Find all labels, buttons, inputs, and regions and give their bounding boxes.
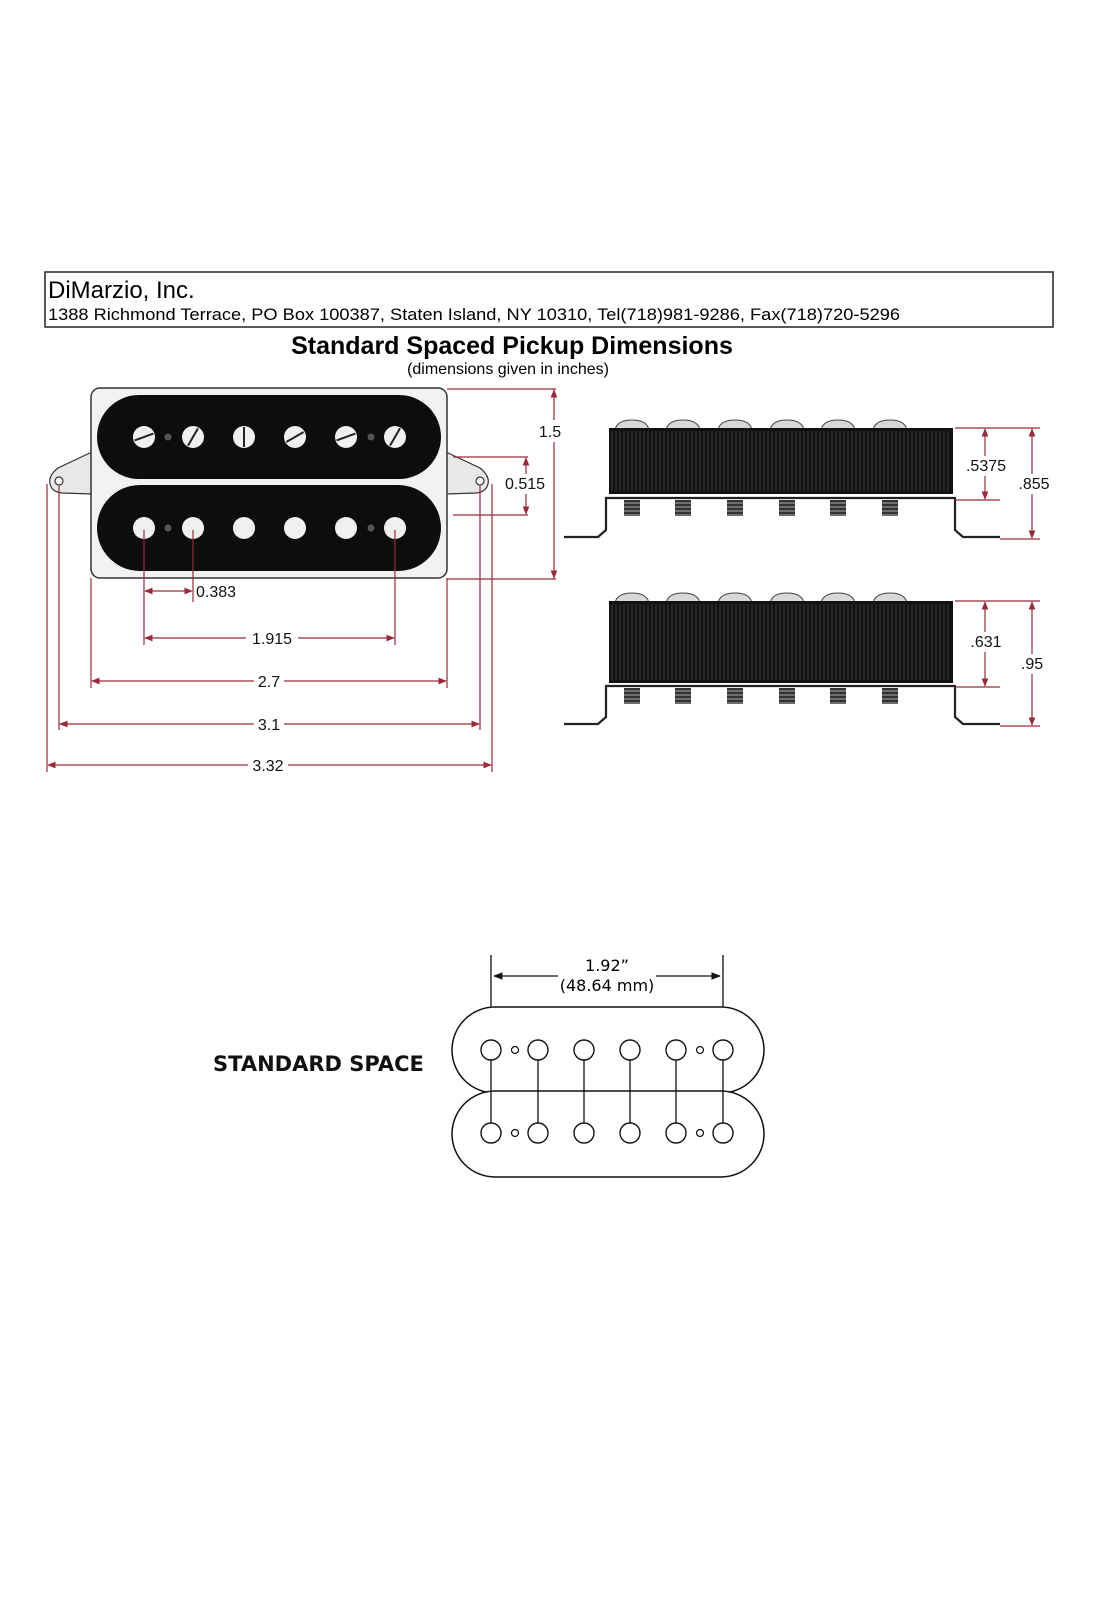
pole-leg	[882, 688, 898, 704]
side-2-total-dim: .95	[1020, 656, 1044, 673]
spacing-inches: 1.92”	[585, 956, 629, 975]
pole-slug-icon	[284, 517, 306, 539]
dim-overall-width: 3.32	[252, 758, 284, 775]
bobbin-hole-icon	[165, 525, 172, 532]
side-1-total-dim: .855	[1018, 476, 1050, 493]
mounting-ear-right	[446, 452, 488, 494]
page-subtitle: (dimensions given in inches)	[407, 361, 609, 378]
pole-leg	[727, 500, 743, 516]
bobbin-hole-icon	[368, 525, 375, 532]
outline-hole-icon	[697, 1047, 704, 1054]
outline-pole-icon	[666, 1040, 686, 1060]
bobbin-hole-icon	[165, 434, 172, 441]
pole-leg	[830, 688, 846, 704]
header-box	[45, 272, 1053, 327]
outline-pole-icon	[481, 1040, 501, 1060]
page-title: Standard Spaced Pickup Dimensions	[291, 332, 733, 360]
outline-pole-icon	[713, 1040, 733, 1060]
pole-slug-icon	[335, 517, 357, 539]
outline-pole-icon	[713, 1123, 733, 1143]
pole-slug-icon	[233, 517, 255, 539]
outline-pole-icon	[481, 1123, 501, 1143]
mount-hole-right-icon	[476, 477, 484, 485]
pole-leg	[779, 500, 795, 516]
outline-pole-icon	[528, 1040, 548, 1060]
side-view-2-body	[609, 601, 953, 683]
bobbin-hole-icon	[368, 434, 375, 441]
pole-leg	[882, 500, 898, 516]
dim-mount-spacing: 0.515	[504, 476, 546, 493]
company-name: DiMarzio, Inc.	[48, 277, 195, 304]
outline-pole-icon	[620, 1040, 640, 1060]
pole-leg	[830, 500, 846, 516]
dim-pole-pitch: 0.383	[196, 584, 237, 601]
standard-space-label: STANDARD SPACE	[213, 1052, 424, 1076]
outline-pole-icon	[666, 1123, 686, 1143]
dim-body-width: 2.7	[257, 674, 281, 691]
side-view-1-body	[609, 428, 953, 494]
outline-pole-icon	[528, 1123, 548, 1143]
side-2-upper-dim: .631	[970, 634, 1002, 651]
side-view-1	[564, 420, 1054, 539]
pole-leg	[675, 500, 691, 516]
outline-hole-icon	[697, 1130, 704, 1137]
pole-leg	[624, 688, 640, 704]
spacing-mm: (48.64 mm)	[559, 976, 655, 995]
mounting-ear-left	[50, 452, 92, 494]
pole-leg	[727, 688, 743, 704]
mount-hole-left-icon	[55, 477, 63, 485]
outline-hole-icon	[512, 1047, 519, 1054]
side-view-2	[564, 593, 1050, 726]
company-address: 1388 Richmond Terrace, PO Box 100387, Staten Island, NY 10310, Tel(718)981-9286, Fax(718)720-5296	[48, 305, 900, 324]
dim-mount-hole-span: 3.1	[257, 717, 281, 734]
outline-pole-icon	[620, 1123, 640, 1143]
outline-hole-icon	[512, 1130, 519, 1137]
standard-space-figure	[213, 955, 764, 1177]
pole-leg	[779, 688, 795, 704]
pole-leg	[624, 500, 640, 516]
pole-leg	[675, 688, 691, 704]
dim-height: 1.5	[538, 424, 562, 441]
dim-outer-pole-span: 1.915	[251, 631, 293, 648]
outline-pole-icon	[574, 1123, 594, 1143]
outline-pole-icon	[574, 1040, 594, 1060]
side-1-upper-dim: .5375	[965, 458, 1007, 475]
humbucker-top-view	[50, 388, 489, 578]
